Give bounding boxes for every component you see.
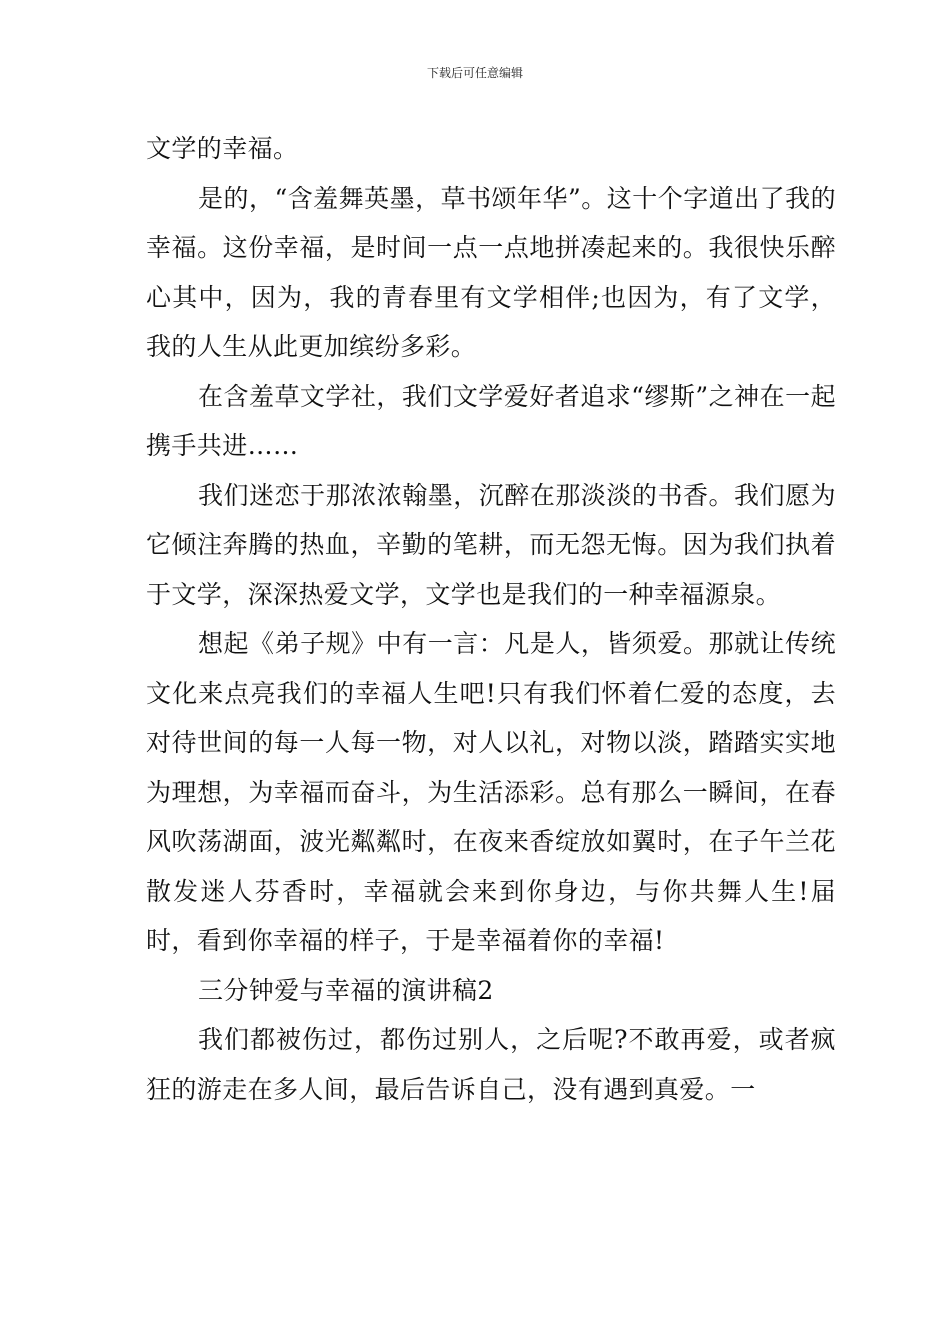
paragraph: 我们迷恋于那浓浓翰墨，沉醉在那淡淡的书香。我们愿为它倾注奔腾的热血，辛勤的笔耕，而无怨无悔。因为我们执着于文学，深深热爱文学，文学也是我们的一种幸福源泉。 [146, 480, 836, 609]
paragraph: 在含羞草文学社，我们文学爱好者追求“缪斯”之神在一起携手共进…… [146, 381, 836, 460]
paragraph-continuation: 文学的幸福。 [146, 134, 299, 163]
paragraph: 想起《弟子规》中有一言：凡是人，皆须爱。那就让传统文化来点亮我们的幸福人生吧!只有我们怀着仁爱的态度，去对待世间的每一人每一物，对人以礼，对物以淡，踏踏实实地为理想，为幸福而奋斗，为生活添彩。总有那么一瞬间，在春风吹荡湖面，波光粼粼时，在夜来香绽放如翼时，在子午兰花散发迷人芬香时，幸福就会来到你身边，与你共舞人生!届时，看到你幸福的样子，于是幸福着你的幸福! [146, 629, 836, 955]
paragraph: 我们都被伤过，都伤过别人，之后呢?不敢再爱，或者疯狂的游走在多人间，最后告诉自己，没有遇到真爱。一 [146, 1025, 836, 1104]
section-heading: 三分钟爱与幸福的演讲稿2 [198, 975, 494, 1005]
page-header-note: 下载后可任意编辑 [426, 66, 523, 80]
paragraph: 是的，“含羞舞英墨，草书颂年华”。这十个字道出了我的幸福。这份幸福，是时间一点一点地拼凑起来的。我很快乐醉心其中，因为，我的青春里有文学相伴;也因为，有了文学，我的人生从此更加缤纷多彩。 [146, 183, 836, 361]
document-body [146, 124, 836, 1114]
